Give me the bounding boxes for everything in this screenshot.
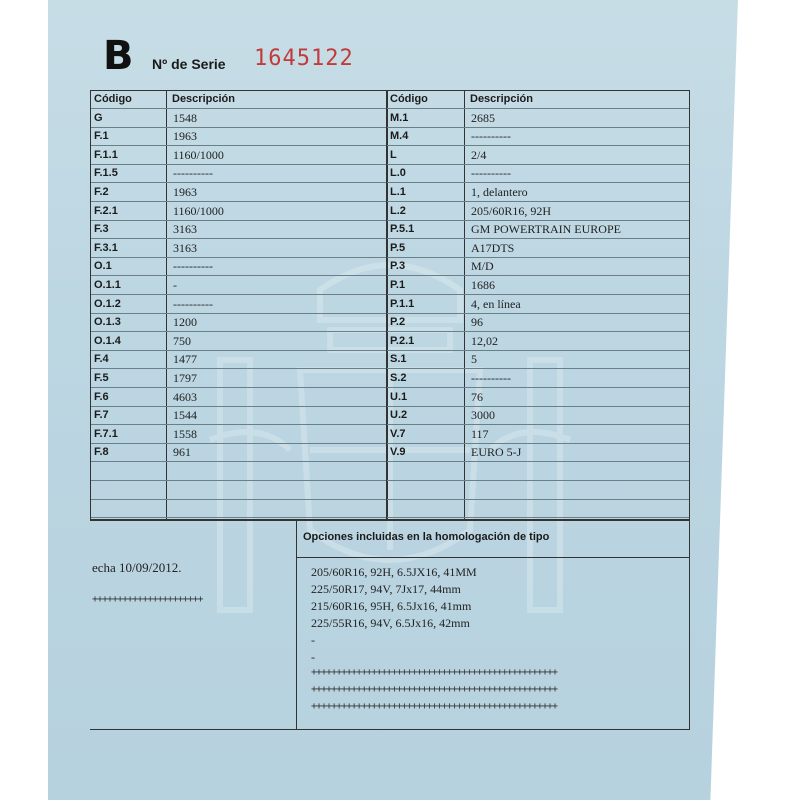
row-code: U.1 bbox=[390, 390, 408, 403]
row-description: 1477 bbox=[173, 352, 197, 367]
table-row bbox=[387, 351, 689, 369]
table-row bbox=[387, 203, 689, 221]
options-filler-line: +++++++++++++++++++++++++++++++++++++++++++++++++ bbox=[311, 684, 558, 695]
table-row bbox=[91, 500, 387, 518]
option-line: 215/60R16, 95H, 6.5Jx16, 41mm bbox=[311, 599, 472, 613]
row-description: 117 bbox=[471, 426, 489, 441]
row-code: P.3 bbox=[390, 260, 406, 273]
row-description bbox=[467, 500, 686, 517]
row-description: 1160/1000 bbox=[173, 147, 224, 162]
row-code: L.1 bbox=[390, 186, 406, 198]
table-row bbox=[387, 128, 689, 146]
row-description: 1160/1000 bbox=[173, 203, 224, 218]
row-description: ---------- bbox=[173, 296, 213, 311]
row-description: ---------- bbox=[471, 371, 511, 385]
row-description: 4, en línea bbox=[471, 296, 521, 311]
row-description: ---------- bbox=[471, 166, 511, 181]
table-row bbox=[387, 482, 689, 500]
row-code: U.2 bbox=[390, 409, 408, 422]
row-code: F.4 bbox=[94, 353, 109, 366]
option-line: 225/50R17, 94V, 7Jx17, 44mm bbox=[311, 582, 461, 596]
row-code: O.1 bbox=[94, 260, 112, 273]
row-code: L bbox=[390, 148, 397, 161]
left-col-code-header: Código bbox=[94, 93, 132, 105]
table-row bbox=[91, 165, 387, 183]
table-row bbox=[387, 314, 689, 332]
table-row bbox=[387, 221, 689, 239]
option-line: 225/55R16, 94V, 6.5Jx16, 42mm bbox=[311, 616, 470, 630]
row-description: 1548 bbox=[173, 110, 197, 125]
row-description bbox=[169, 463, 388, 480]
table-row bbox=[387, 165, 689, 183]
row-description: ---------- bbox=[173, 166, 213, 181]
table-row bbox=[387, 500, 689, 518]
table-row bbox=[91, 277, 387, 295]
table-row bbox=[91, 314, 387, 332]
row-code: F.8 bbox=[94, 446, 109, 459]
row-code bbox=[91, 482, 170, 499]
row-code bbox=[387, 482, 468, 499]
row-description: A17DTS bbox=[471, 240, 515, 255]
table-row bbox=[91, 333, 387, 351]
row-description: GM POWERTRAIN EUROPE bbox=[471, 222, 621, 237]
row-description: 5 bbox=[471, 352, 477, 367]
row-description: 1, delantero bbox=[471, 185, 528, 199]
row-code: F.1 bbox=[94, 130, 109, 143]
row-description: 2/4 bbox=[471, 147, 487, 162]
table-row bbox=[91, 463, 387, 481]
right-col-code-header: Código bbox=[390, 93, 428, 105]
row-code: P.5.1 bbox=[390, 223, 415, 236]
row-code: O.1.4 bbox=[94, 334, 121, 347]
table-row bbox=[91, 184, 387, 202]
row-code: P.2 bbox=[390, 316, 406, 329]
row-description: EURO 5-J bbox=[471, 445, 522, 460]
table-row bbox=[387, 184, 689, 202]
row-code bbox=[91, 500, 170, 517]
row-description: 1797 bbox=[173, 371, 197, 385]
left-code-table bbox=[90, 90, 388, 520]
table-row bbox=[91, 482, 387, 500]
row-code: S.2 bbox=[390, 372, 407, 384]
right-col-desc-header: Descripción bbox=[470, 93, 533, 105]
row-description: 1544 bbox=[173, 408, 197, 423]
options-filler-line: +++++++++++++++++++++++++++++++++++++++++++++++++ bbox=[311, 701, 558, 712]
row-code: P.1.1 bbox=[390, 297, 415, 310]
row-code: F.6 bbox=[94, 390, 109, 403]
options-filler-line: +++++++++++++++++++++++++++++++++++++++++++++++++ bbox=[311, 667, 558, 678]
row-description: 3000 bbox=[471, 408, 495, 423]
fecha-filler: ++++++++++++++++++++++ bbox=[92, 594, 203, 605]
row-description: 1558 bbox=[173, 426, 197, 441]
table-row bbox=[387, 333, 689, 351]
row-code: L.2 bbox=[390, 204, 406, 217]
row-description: 1963 bbox=[173, 129, 197, 144]
row-code: M.1 bbox=[390, 111, 409, 124]
row-code: F.2 bbox=[94, 186, 109, 198]
table-row bbox=[387, 277, 689, 295]
option-line: 205/60R16, 92H, 6.5JX16, 41MM bbox=[311, 565, 477, 579]
row-code: F.3 bbox=[94, 223, 109, 236]
row-code: V.9 bbox=[390, 446, 406, 459]
row-description bbox=[467, 463, 686, 480]
row-code: L.0 bbox=[390, 167, 406, 180]
left-header-row bbox=[91, 91, 387, 109]
table-row bbox=[387, 110, 689, 128]
row-description: 1686 bbox=[471, 278, 495, 292]
row-description: 3163 bbox=[173, 222, 197, 237]
row-code: F.7.1 bbox=[94, 427, 118, 440]
row-code: F.7 bbox=[94, 409, 109, 422]
row-code: F.3.1 bbox=[94, 241, 118, 254]
table-row bbox=[91, 426, 387, 444]
serie-label: Nº de Serie bbox=[152, 56, 226, 72]
left-lower-block bbox=[90, 520, 297, 730]
row-code: F.2.1 bbox=[94, 204, 118, 217]
table-row bbox=[91, 351, 387, 369]
right-code-table bbox=[386, 90, 690, 520]
table-row bbox=[387, 147, 689, 165]
row-code: P.1 bbox=[390, 279, 406, 291]
table-row bbox=[387, 444, 689, 462]
row-description: ---------- bbox=[173, 259, 213, 274]
options-box bbox=[296, 520, 690, 730]
row-code: F.1.1 bbox=[94, 148, 118, 161]
serie-number: 1645122 bbox=[254, 46, 354, 71]
row-description: 961 bbox=[173, 445, 191, 460]
table-row bbox=[387, 407, 689, 425]
row-description: 205/60R16, 92H bbox=[471, 203, 552, 218]
row-code: V.7 bbox=[390, 427, 406, 440]
table-row bbox=[91, 444, 387, 462]
row-code: S.1 bbox=[390, 353, 407, 366]
option-line: - bbox=[311, 633, 315, 647]
option-line: - bbox=[311, 650, 315, 664]
row-description: 1200 bbox=[173, 315, 197, 330]
row-description: 1963 bbox=[173, 185, 197, 199]
left-col-desc-header: Descripción bbox=[172, 93, 235, 105]
row-description: 96 bbox=[471, 315, 483, 330]
table-row bbox=[91, 296, 387, 314]
table-row bbox=[91, 128, 387, 146]
row-code: P.5 bbox=[390, 241, 406, 254]
table-row bbox=[91, 203, 387, 221]
table-row bbox=[91, 221, 387, 239]
table-row bbox=[91, 110, 387, 128]
fecha-text: echa 10/09/2012. bbox=[92, 560, 182, 575]
right-header-row bbox=[387, 91, 689, 109]
row-code: O.1.3 bbox=[94, 316, 121, 329]
row-description: 12,02 bbox=[471, 333, 498, 348]
row-description bbox=[467, 482, 686, 499]
row-code: M.4 bbox=[390, 130, 409, 143]
table-row bbox=[387, 463, 689, 481]
row-code bbox=[91, 463, 170, 480]
table-row bbox=[91, 370, 387, 388]
row-description: 2685 bbox=[471, 110, 495, 125]
table-row bbox=[387, 258, 689, 276]
row-code: P.2.1 bbox=[390, 334, 415, 347]
row-code: G bbox=[94, 111, 103, 124]
row-description: - bbox=[173, 278, 177, 292]
table-row bbox=[387, 240, 689, 258]
table-row bbox=[91, 258, 387, 276]
row-description: 76 bbox=[471, 389, 483, 404]
row-description bbox=[169, 500, 388, 517]
row-description: ---------- bbox=[471, 129, 511, 144]
table-row bbox=[91, 147, 387, 165]
row-description: M/D bbox=[471, 259, 494, 274]
form-letter: B bbox=[103, 33, 134, 79]
table-row bbox=[91, 389, 387, 407]
table-row bbox=[387, 296, 689, 314]
table-row bbox=[387, 370, 689, 388]
row-code: O.1.2 bbox=[94, 297, 121, 310]
row-code bbox=[387, 500, 468, 517]
row-description: 4603 bbox=[173, 389, 197, 404]
row-description: 750 bbox=[173, 333, 191, 348]
row-description: 3163 bbox=[173, 240, 197, 255]
table-row bbox=[387, 389, 689, 407]
table-row bbox=[387, 426, 689, 444]
row-code: F.1.5 bbox=[94, 167, 118, 180]
row-code: F.5 bbox=[94, 372, 109, 384]
row-code: O.1.1 bbox=[94, 279, 121, 291]
row-description bbox=[169, 482, 388, 499]
table-row bbox=[91, 407, 387, 425]
row-code bbox=[387, 463, 468, 480]
options-title: Opciones incluidas en la homologación de tipo bbox=[303, 531, 550, 543]
table-row bbox=[91, 240, 387, 258]
